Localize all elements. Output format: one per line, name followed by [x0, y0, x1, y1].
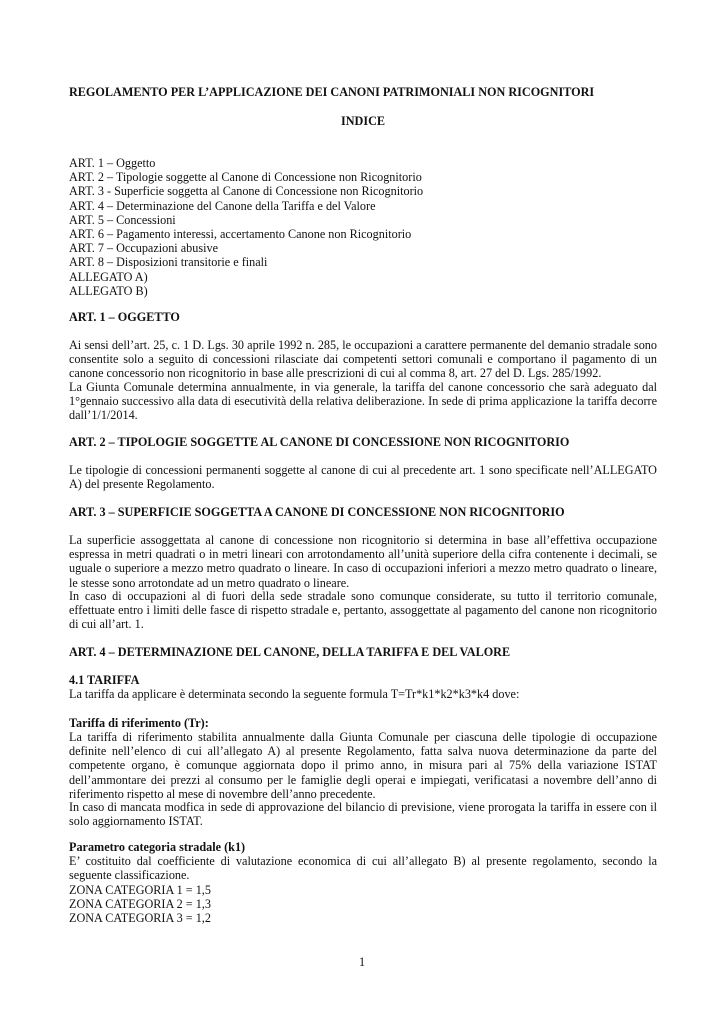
section-4-1-text: La tariffa da applicare è determinata secondo la seguente formula T=Tr*k1*k2*k3*k4 dove: [69, 687, 520, 701]
index-item: ART. 2 – Tipologie soggette al Canone di Concessione non Ricognitorio [69, 170, 422, 185]
art1-paragraph-2: La Giunta Comunale determina annualmente, in via generale, la tariffa del canone concessorio che sarà adeguato dal 1°gennaio successivo alla data di esecutività della relativa deliberazione. In sede di prima applicazione la tariffa decorre dall’1/1/2014. [69, 380, 657, 423]
art3-heading: ART. 3 – SUPERFICIE SOGGETTA A CANONE DI CONCESSIONE NON RICOGNITORIO [69, 505, 565, 519]
art3-paragraph-2: In caso di occupazioni al di fuori della sede stradale sono comunque considerate, su tutto il territorio comunale, effettuate entro i limiti delle fasce di rispetto stradale e, pertanto, assoggettate al pagamento del canone non ricognitorio di cui all’art. 1. [69, 589, 657, 632]
art3-paragraph-1: La superficie assoggettata al canone di concessione non ricognitorio si determina in base all’effettiva occupazione espressa in metri quadrati o in metri lineari con arrotondamento all’unità superiore della cifra contenente i decimali, se uguale o superiore a mezzo metro quadrato o lineare. In caso di occupazioni inferiori a mezzo metro quadrato o lineare, le stesse sono arrotondate ad un metro quadrato o lineare. [69, 533, 657, 590]
art4-heading: ART. 4 – DETERMINAZIONE DEL CANONE, DELLA TARIFFA E DEL VALORE [69, 645, 511, 659]
tariff-reference-paragraph-2: In caso di mancata modfica in sede di approvazione del bilancio di previsione, viene prorogata la tariffa in essere con il solo aggiornamento ISTAT. [69, 800, 657, 829]
section-4-1-heading: 4.1 TARIFFA [69, 673, 140, 687]
index-item: ART. 7 – Occupazioni abusive [69, 241, 218, 256]
index-item: ART. 1 – Oggetto [69, 156, 156, 170]
index-heading: INDICE [340, 114, 386, 128]
index-item: ART. 4 – Determinazione del Canone della Tariffa e del Valore [69, 198, 376, 213]
art2-paragraph-1: Le tipologie di concessioni permanenti soggette al canone di cui al precedente art. 1 sono specificate nell’ALLEGATO A) del presente Regolamento. [69, 463, 657, 492]
index-list [69, 156, 657, 298]
k1-text: E’ costituito dal coefficiente di valutazione economica di cui all’allegato B) al presente regolamento, secondo la seguente classificazione. [69, 854, 657, 883]
k1-heading: Parametro categoria stradale (k1) [69, 840, 246, 854]
index-item: ALLEGATO A) [69, 269, 148, 284]
index-item: ALLEGATO B) [69, 283, 148, 298]
zone-item: ZONA CATEGORIA 1 = 1,5 [69, 883, 211, 897]
index-item: ART. 6 – Pagamento interessi, accertamento Canone non Ricognitorio [69, 227, 412, 242]
zone-item: ZONA CATEGORIA 2 = 1,3 [69, 897, 211, 912]
art1-paragraph-1: Ai sensi dell’art. 25, c. 1 D. Lgs. 30 aprile 1992 n. 285, le occupazioni a carattere permanente del demanio stradale sono consentite solo a seguito di concessioni rilasciate dai competenti settori comunali e comportano il pagamento di un canone concessorio non ricognitorio in base alle prescrizioni di cui al comma 8, art. 27 del D. Lgs. 285/1992. [69, 338, 657, 381]
index-item: ART. 3 - Superficie soggetta al Canone di Concessione non Ricognitorio [69, 184, 424, 199]
tariff-reference-paragraph-1: La tariffa di riferimento stabilita annualmente dalla Giunta Comunale per ciascuna delle tipologie di occupazione definite nell’elenco di cui all’allegato A) al presente Regolamento, fatta salva nuova determinazione da parte del competente organo, è comunque aggiornata dopo il primo anno, in misura pari al 75% della variazione ISTAT dell’ammontare dei prezzi al consumo per le famiglie degli operai e impiegati, verificatasi a novembre dell’anno di riferimento rispetto al mese di novembre dell’anno precedente. [69, 730, 657, 801]
index-item: ART. 5 – Concessioni [69, 212, 176, 227]
art1-heading: ART. 1 – OGGETTO [69, 310, 180, 324]
index-item: ART. 8 – Disposizioni transitorie e finali [69, 255, 268, 270]
document-title: REGOLAMENTO PER L’APPLICAZIONE DEI CANONI PATRIMONIALI NON RICOGNITORI [69, 85, 595, 99]
tariff-reference-heading: Tariffa di riferimento (Tr): [69, 716, 209, 730]
zone-item: ZONA CATEGORIA 3 = 1,2 [69, 911, 211, 926]
page-number: 1 [358, 955, 366, 969]
art2-heading: ART. 2 – TIPOLOGIE SOGGETTE AL CANONE DI CONCESSIONE NON RICOGNITORIO [69, 435, 570, 449]
zone-list [69, 883, 657, 926]
